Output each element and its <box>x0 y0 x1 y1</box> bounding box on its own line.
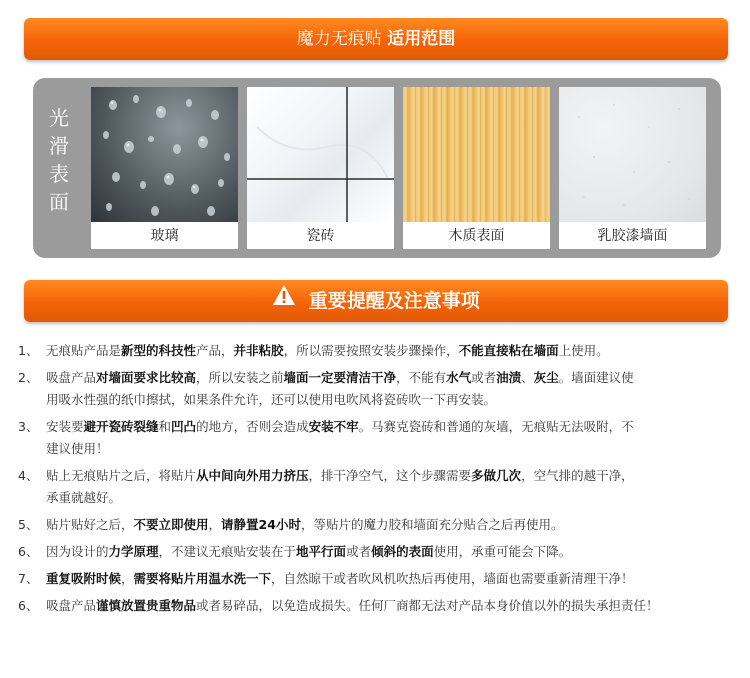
banner-title-product: 魔力无痕贴 <box>296 29 382 49</box>
notice-text: ，自然晾干或者吹风机吹热后再使用，墙面也需要重新清理干净！ <box>271 571 634 586</box>
notice-emphasis: 请静置24小时 <box>221 517 301 532</box>
notice-text: 贴片贴好之后， <box>46 517 134 532</box>
notice-number: 3、 <box>18 419 39 434</box>
wood-image <box>403 87 550 222</box>
notice-item <box>18 514 738 536</box>
banner-title-range: 适用范围 <box>387 29 456 49</box>
notice-text: ，不建议无痕贴安装在于 <box>158 544 297 559</box>
notice-text: 或者 <box>471 370 497 385</box>
notice-emphasis: 力学原理 <box>108 544 159 559</box>
notice-emphasis: 从中间向外用力挤压 <box>196 468 309 483</box>
notice-text: 或者 <box>346 544 372 559</box>
notice-emphasis: 灰尘 <box>533 370 559 385</box>
notice-emphasis: 油渍 <box>496 370 522 385</box>
notice-number: 6、 <box>18 598 39 613</box>
notice-emphasis: 地平行面 <box>296 544 347 559</box>
notice-item <box>18 595 738 617</box>
smooth-label-char: 面 <box>49 190 69 214</box>
notice-text: ，所以需要按照安装步骤操作， <box>283 343 459 358</box>
notice-text: 。马赛克瓷砖和普通的灰墙，无痕贴无法吸附，不 <box>358 419 634 434</box>
notice-number: 7、 <box>18 571 39 586</box>
notice-line <box>46 419 634 434</box>
glass-image <box>91 87 238 222</box>
notice-item <box>18 367 738 411</box>
smooth-surfaces-panel <box>33 78 721 258</box>
notice-text: 。墙面建议使 <box>558 370 634 385</box>
important-notice-banner <box>24 280 728 322</box>
notice-item <box>18 568 738 590</box>
surface-label-glass: 玻璃 <box>150 228 179 244</box>
notice-item <box>18 340 738 362</box>
notice-text: ，等贴片的魔力胶和墙面充分贴合之后再使用。 <box>300 517 564 532</box>
notice-text: 、 <box>521 370 534 385</box>
notice-text: 吸盘产品 <box>46 598 97 613</box>
notice-emphasis: 并非粘胶 <box>233 343 284 358</box>
notice-line <box>18 389 738 411</box>
notice-emphasis: 避开瓷砖裂缝 <box>83 419 159 434</box>
notice-line <box>46 598 659 613</box>
warning-icon <box>272 279 296 321</box>
surface-card-latex-wall <box>559 87 706 249</box>
notice-list <box>18 340 738 622</box>
notice-line <box>46 343 609 358</box>
notice-number: 5、 <box>18 517 39 532</box>
smooth-label-char: 滑 <box>49 134 69 158</box>
tile-image <box>247 87 394 222</box>
notice-emphasis: 重复吸附时候 <box>46 571 122 586</box>
notice-number: 4、 <box>18 468 39 483</box>
notice-text: ，不能有 <box>396 370 447 385</box>
smooth-label-char: 光 <box>49 106 69 130</box>
notice-emphasis: 需要将贴片用温水洗一下 <box>133 571 272 586</box>
smooth-label-char: 表 <box>49 162 69 186</box>
notice-title: 重要提醒及注意事项 <box>308 290 480 312</box>
notice-text: ，所以安装之前 <box>196 370 284 385</box>
notice-emphasis: 倾斜的表面 <box>371 544 434 559</box>
notice-text: ， <box>208 517 222 532</box>
notice-emphasis: 多做几次 <box>471 468 522 483</box>
applicable-range-banner <box>24 18 728 60</box>
notice-text: ， <box>121 571 134 586</box>
surface-card-glass <box>91 87 238 249</box>
notice-text: 承重就越好。 <box>46 490 122 505</box>
notice-text: 使用，承重可能会下降。 <box>433 544 572 559</box>
notice-item <box>18 416 738 460</box>
notice-emphasis: 凹凸 <box>171 419 197 434</box>
notice-emphasis: 不要立即使用 <box>133 517 209 532</box>
notice-text: 安装要 <box>46 419 84 434</box>
notice-text: ，排干净空气，这个步骤需要 <box>308 468 472 483</box>
notice-text: ，空气排的越干净， <box>521 468 634 483</box>
notice-text: 用吸水性强的纸巾擦拭，如果条件允许，还可以使用电吹风将瓷砖吹一下再安装。 <box>46 392 497 407</box>
surface-label-tile: 瓷砖 <box>306 228 335 244</box>
notice-text: 无痕贴产品是 <box>46 343 122 358</box>
notice-number: 1、 <box>18 343 39 358</box>
notice-emphasis: 谨慎放置贵重物品 <box>96 598 197 613</box>
surface-card-wood <box>403 87 550 249</box>
notice-text: 的地方，否则会造成 <box>196 419 309 434</box>
notice-text: 因为设计的 <box>46 544 109 559</box>
notice-emphasis: 新型的科技性 <box>121 343 197 358</box>
latex-wall-image <box>559 87 706 222</box>
notice-text: 和 <box>158 419 172 434</box>
notice-item <box>18 465 738 509</box>
notice-line <box>46 468 634 483</box>
notice-text: 建议使用！ <box>46 441 109 456</box>
surface-label-latex-wall: 乳胶漆墙面 <box>597 228 668 244</box>
notice-emphasis: 水气 <box>446 370 472 385</box>
notice-text: 贴上无痕贴片之后，将贴片 <box>46 468 197 483</box>
notice-line <box>46 544 571 559</box>
notice-emphasis: 对墙面要求比较高 <box>96 370 197 385</box>
smooth-surface-label <box>42 104 76 216</box>
notice-number: 2、 <box>18 370 39 385</box>
notice-line <box>18 438 738 460</box>
notice-item <box>18 541 738 563</box>
notice-number: 6、 <box>18 544 39 559</box>
surface-card-tile <box>247 87 394 249</box>
notice-line <box>18 487 738 509</box>
notice-emphasis: 安装不牢 <box>308 419 359 434</box>
surface-label-wood: 木质表面 <box>448 228 505 244</box>
notice-line <box>46 370 634 385</box>
notice-emphasis: 不能直接粘在墙面 <box>458 343 559 358</box>
notice-text: 上使用。 <box>558 343 609 358</box>
notice-text: 吸盘产品 <box>46 370 97 385</box>
notice-text: 产品， <box>196 343 234 358</box>
notice-text: 或者易碎品，以免造成损失。任何厂商都无法对产品本身价值以外的损失承担责任！ <box>196 598 659 613</box>
notice-line <box>46 571 634 586</box>
notice-emphasis: 墙面一定要清洁干净 <box>283 370 397 385</box>
notice-line <box>46 517 563 532</box>
